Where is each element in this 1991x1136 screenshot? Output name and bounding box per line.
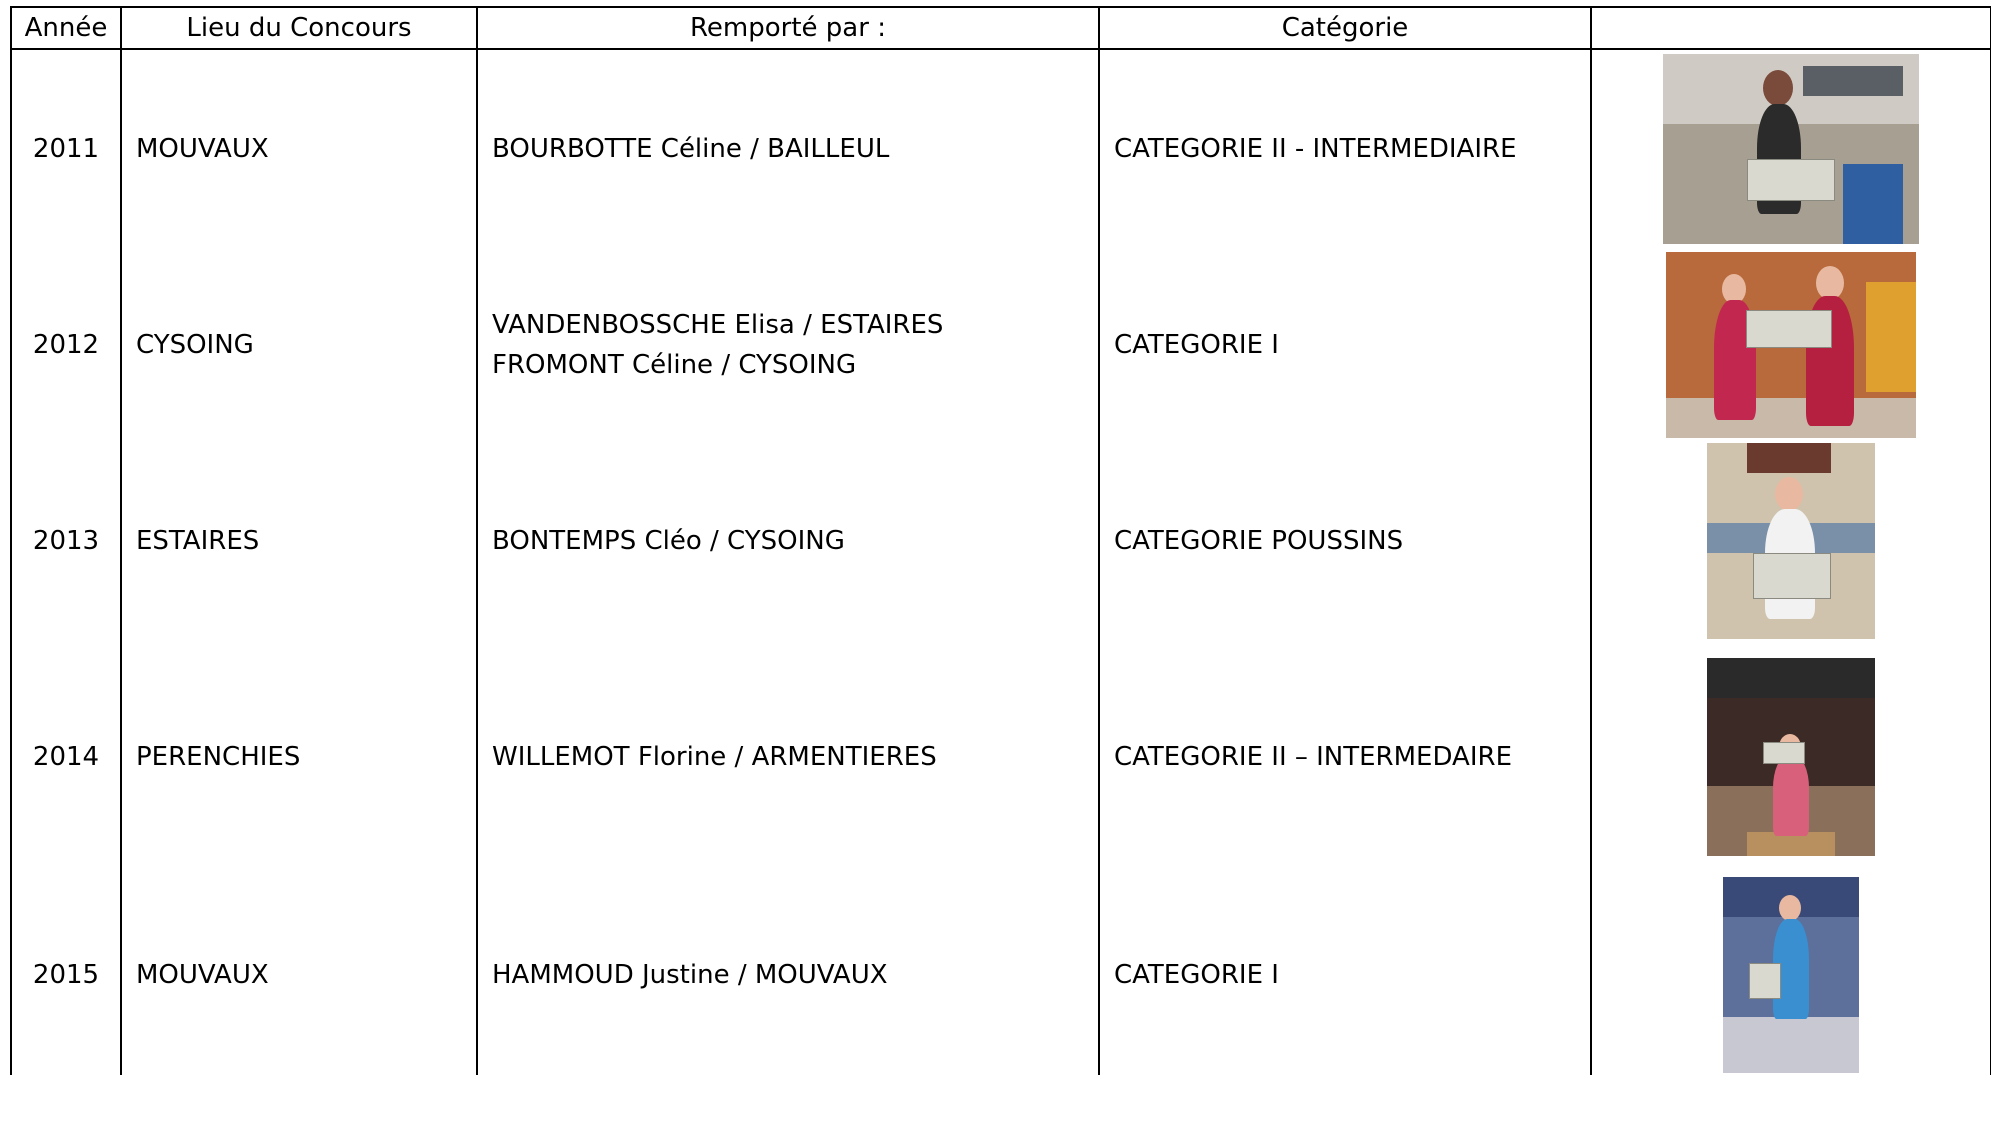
cell-place: MOUVAUX xyxy=(121,49,477,247)
table-row xyxy=(11,49,1991,247)
cell-photo xyxy=(1591,443,1991,639)
winner-name: WILLEMOT Florine / ARMENTIERES xyxy=(492,742,937,772)
cell-year: 2012 xyxy=(11,247,121,443)
cell-year: 2013 xyxy=(11,443,121,639)
gymnast-photo xyxy=(1666,252,1916,438)
gymnast-photo xyxy=(1707,658,1875,856)
cell-year: 2015 xyxy=(11,875,121,1075)
header-photo xyxy=(1591,7,1991,49)
cell-category: CATEGORIE II - INTERMEDIAIRE xyxy=(1099,49,1591,247)
table-row xyxy=(11,443,1991,639)
header-category: Catégorie xyxy=(1099,7,1591,49)
table-row xyxy=(11,875,1991,1075)
header-place: Lieu du Concours xyxy=(121,7,477,49)
cell-photo xyxy=(1591,875,1991,1075)
table-row xyxy=(11,247,1991,443)
header-row xyxy=(11,7,1991,49)
cell-photo xyxy=(1591,247,1991,443)
gymnast-photo xyxy=(1663,54,1919,244)
winner-name: BONTEMPS Cléo / CYSOING xyxy=(492,526,845,556)
winner-name: VANDENBOSSCHE Elisa / ESTAIRES xyxy=(492,310,944,340)
cell-category: CATEGORIE I xyxy=(1099,247,1591,443)
winner-name: FROMONT Céline / CYSOING xyxy=(492,350,857,380)
gymnast-photo xyxy=(1723,877,1859,1073)
header-winner: Remporté par : xyxy=(477,7,1099,49)
cell-winner xyxy=(477,639,1099,875)
cell-winner xyxy=(477,875,1099,1075)
cell-year: 2011 xyxy=(11,49,121,247)
cell-winner xyxy=(477,443,1099,639)
table-row xyxy=(11,639,1991,875)
winner-name: BOURBOTTE Céline / BAILLEUL xyxy=(492,133,890,164)
cell-place: ESTAIRES xyxy=(121,443,477,639)
gymnast-photo xyxy=(1707,443,1875,639)
cell-place: CYSOING xyxy=(121,247,477,443)
cell-winner xyxy=(477,247,1099,443)
cell-place: PERENCHIES xyxy=(121,639,477,875)
cell-photo xyxy=(1591,639,1991,875)
cell-place: MOUVAUX xyxy=(121,875,477,1075)
winners-table xyxy=(10,6,1991,1075)
cell-category: CATEGORIE I xyxy=(1099,875,1591,1075)
cell-category: CATEGORIE II – INTERMEDAIRE xyxy=(1099,639,1591,875)
winner-name: HAMMOUD Justine / MOUVAUX xyxy=(492,960,888,990)
cell-year: 2014 xyxy=(11,639,121,875)
cell-photo xyxy=(1591,49,1991,247)
header-year: Année xyxy=(11,7,121,49)
cell-winner xyxy=(477,49,1099,247)
cell-category: CATEGORIE POUSSINS xyxy=(1099,443,1591,639)
